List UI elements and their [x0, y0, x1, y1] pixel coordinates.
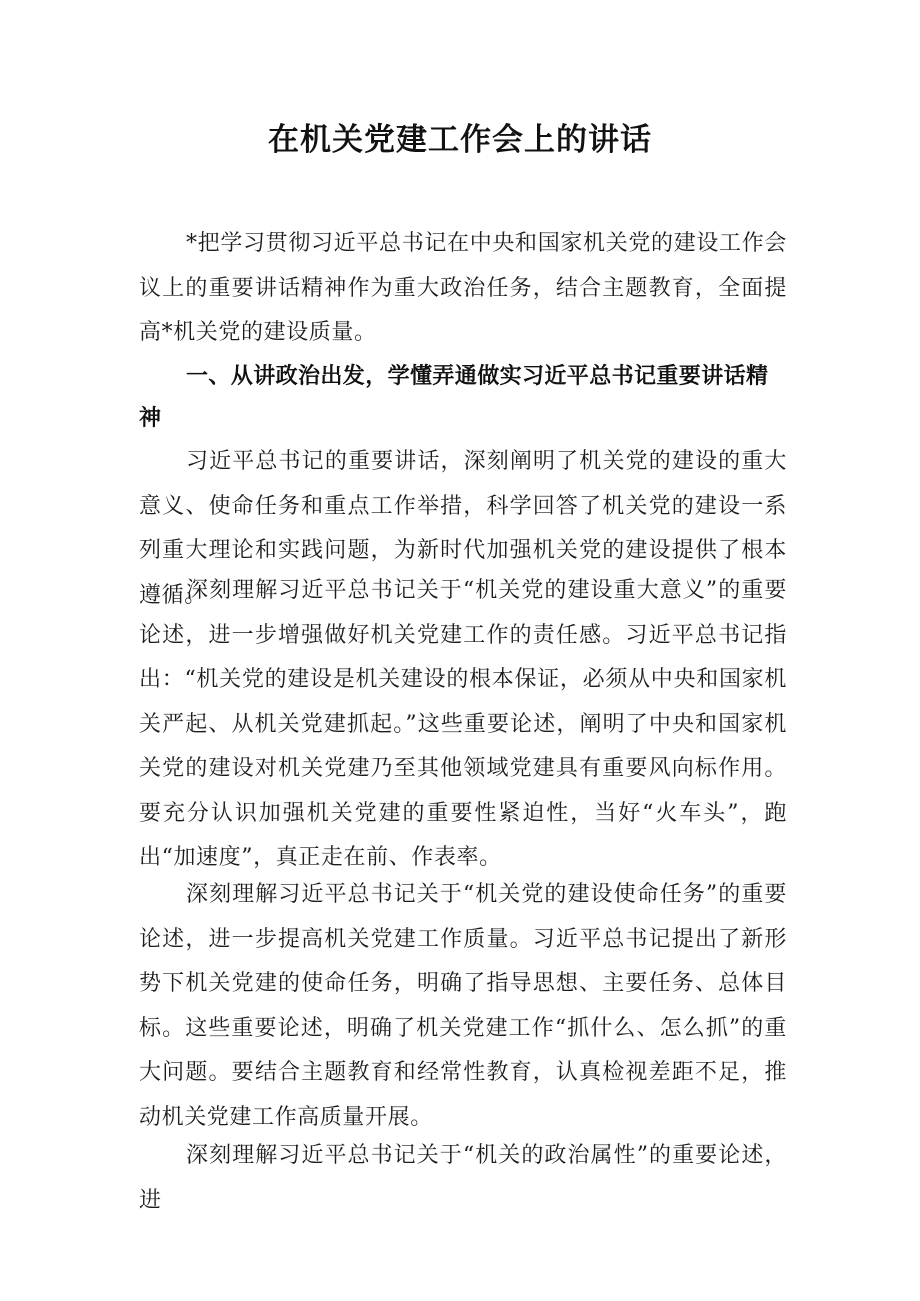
- document-title: 在机关党建工作会上的讲话: [268, 122, 652, 158]
- body-paragraph-4: 深刻理解习近平总书记关于“机关的政治属性”的重要论述，进: [139, 1143, 787, 1213]
- intro-paragraph: *把学习贯彻习近平总书记在中央和国家机关党的建设工作会议上的重要讲话精神作为重大政治任务，结合主题教育，全面提高*机关党的建设质量。: [139, 231, 787, 345]
- body-paragraph-2: 深刻理解习近平总书记关于“机关党的建设重大意义”的重要论述，进一步增强做好机关党建工作的责任感。习近平总书记指出：“机关党的建设是机关建设的根本保证，必须从中央和国家机关严起、从机关党建抓起。”这些重要论述，阐明了中央和国家机关党的建设对机关党建乃至其他领域党建具有重要风向标作用。要充分认识加强机关党建的重要性紧迫性，当好“火车头”，跑出“加速度”，真正走在前、作表率。: [139, 578, 787, 870]
- body-paragraph-3: 深刻理解习近平总书记关于“机关党的建设使命任务”的重要论述，进一步提高机关党建工作质量。习近平总书记提出了新形势下机关党建的使命任务，明确了指导思想、主要任务、总体目标。这些重要论述，明确了机关党建工作“抓什么、怎么抓”的重大问题。要结合主题教育和经常性教育，认真检视差距不足，推动机关党建工作高质量开展。: [139, 882, 787, 1130]
- section-heading-1: 一、从讲政治出发，学懂弄通做实习近平总书记重要讲话精神: [139, 364, 769, 431]
- body-paragraph-1: 习近平总书记的重要讲话，深刻阐明了机关党的建设的重大意义、使命任务和重点工作举措，科学回答了机关党的建设一系列重大理论和实践问题，为新时代加强机关党的建设提供了根本遵循。: [139, 449, 787, 608]
